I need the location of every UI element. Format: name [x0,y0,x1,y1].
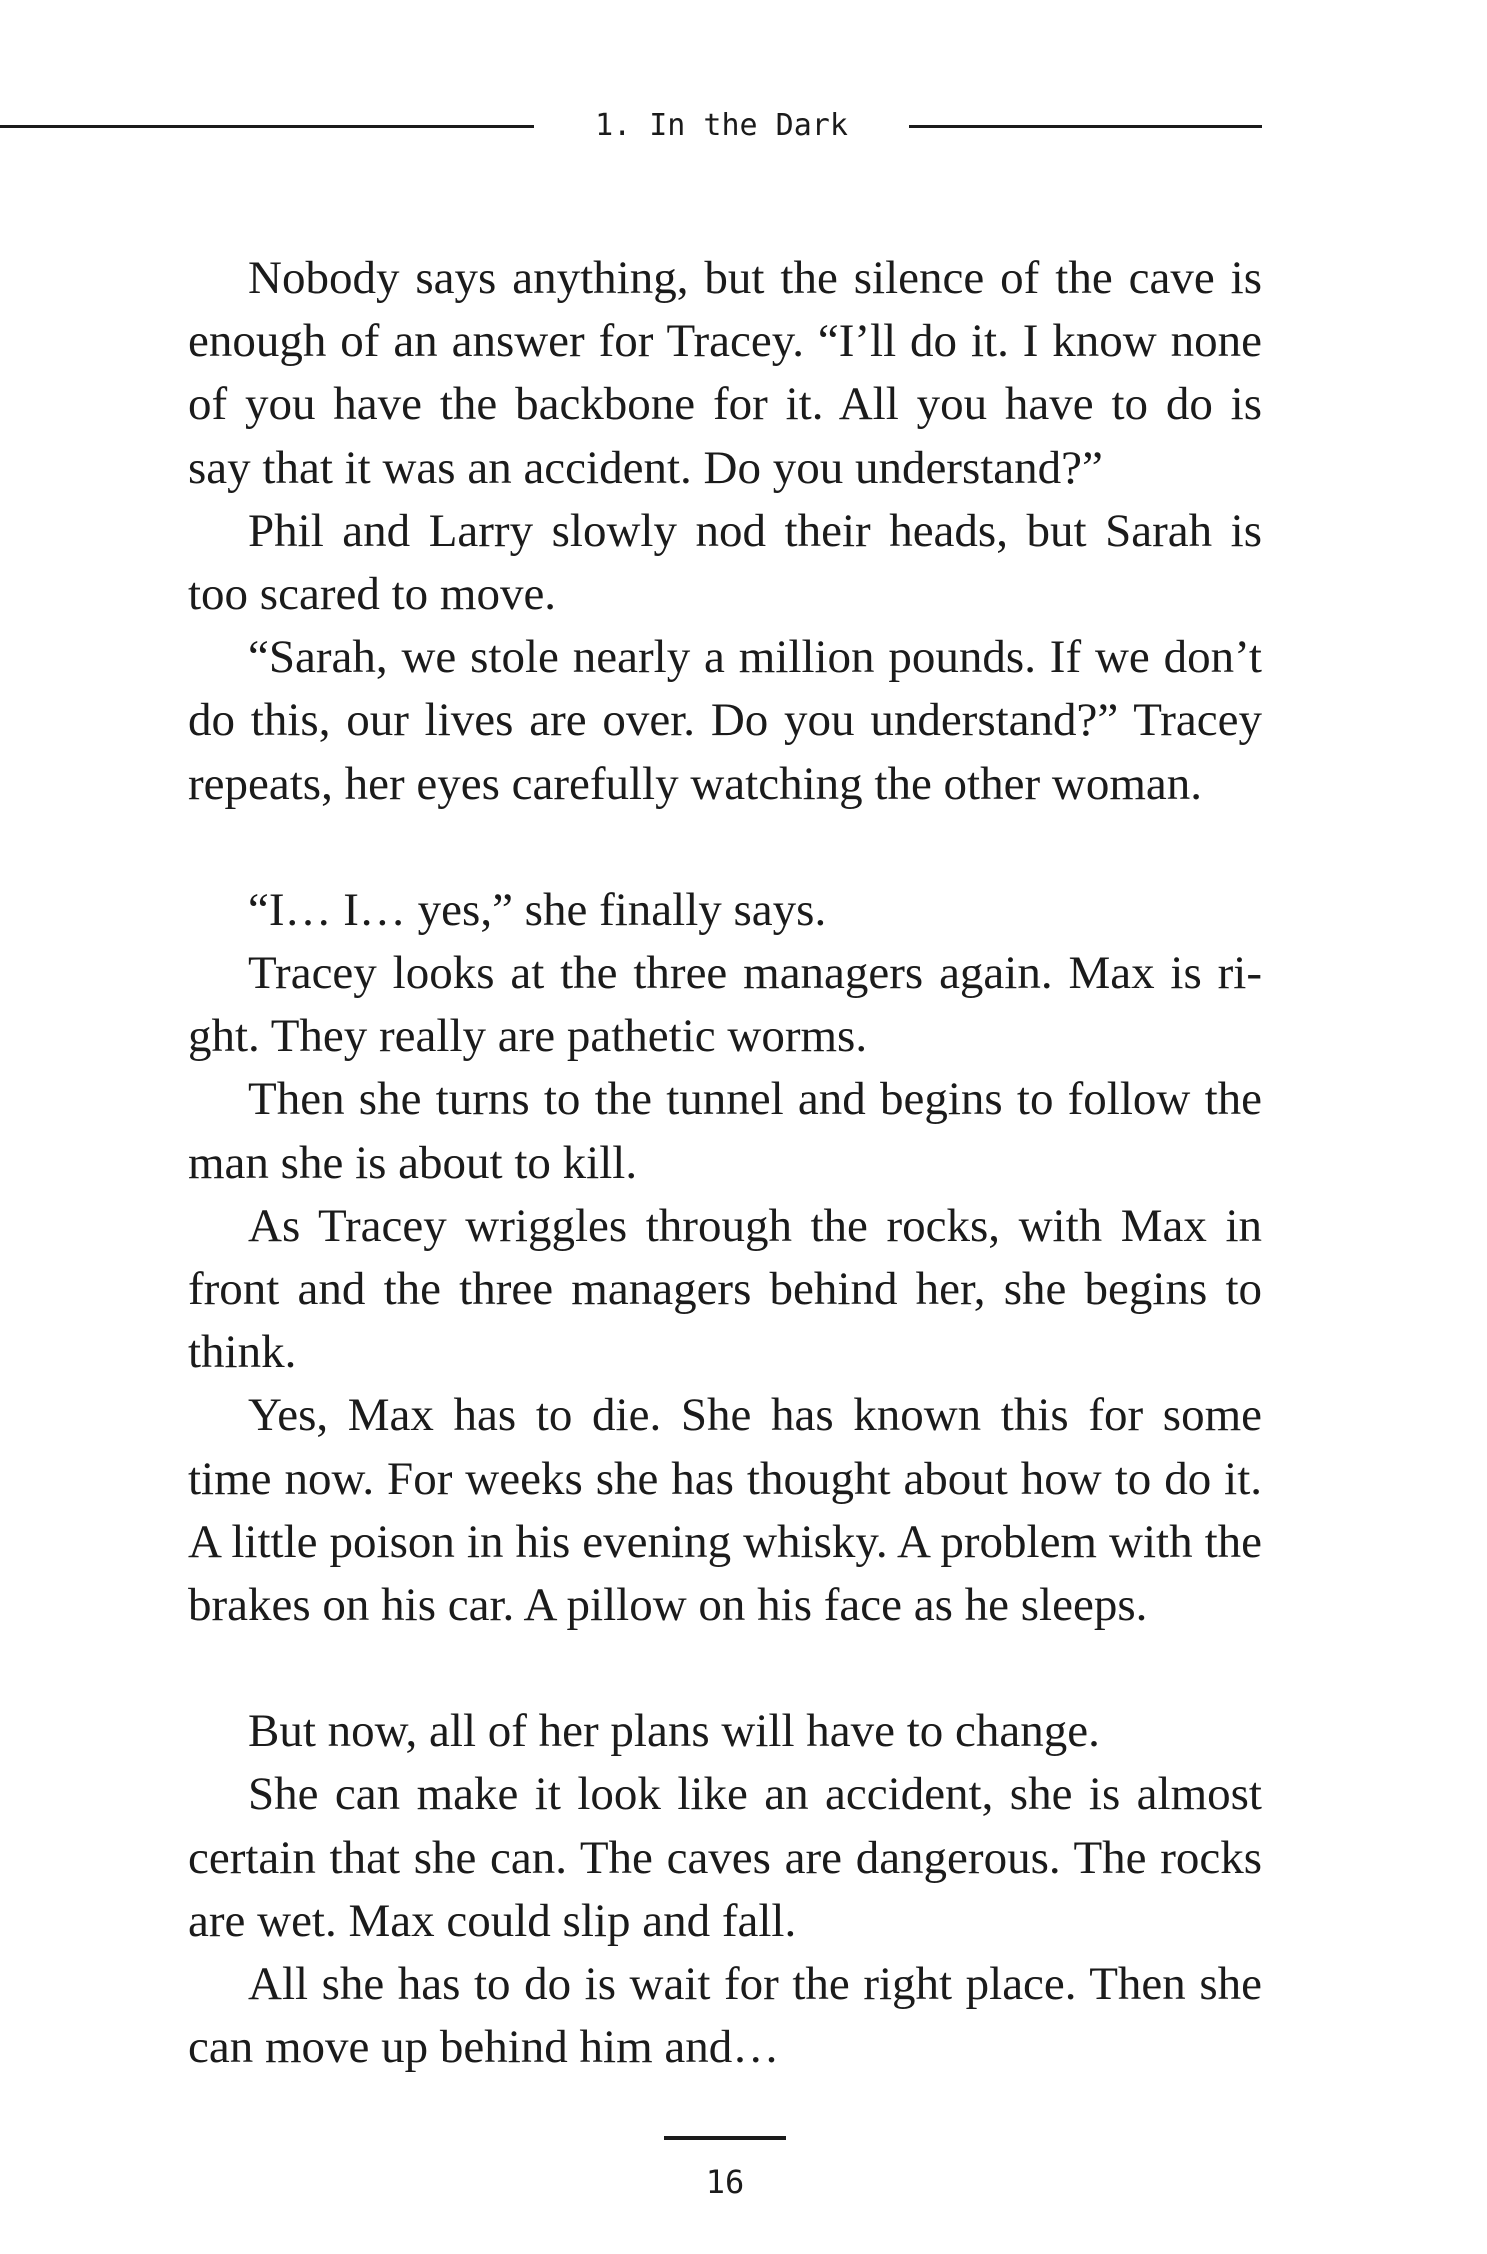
header-rule-right [909,125,1262,128]
body-text [188,247,1262,2079]
paragraph: All she has to do is wait for the right place. Then she can move up behind him and… [188,1958,1262,2074]
paragraph: Phil and Larry slowly nod their heads, but Sarah is too scared to move. [188,504,1262,621]
paragraph: She can make it look like an accident, she is almost certain that she can. The caves are dangerous. The rocks are wet. Max could slip and fall. [188,1768,1262,1947]
paragraph: Tracey looks at the three managers again. Max is right. They really are pathetic worms. [188,947,1262,1063]
paragraph: Then she turns to the tunnel and begins to follow the man she is about to kill. [188,1073,1262,1189]
footer-rule [664,2136,786,2140]
paragraph: Yes, Max has to die. She has known this for some time now. For weeks she has thought about how to do it. A little poison in his evening whisky. A problem with the brakes on his car. A pillow on his face as he sleeps. [188,1389,1262,1632]
chapter-title: 1. In the Dark [595,108,848,143]
page-number: 16 [705,2163,745,2201]
paragraph: But now, all of her plans will have to change. [248,1705,1100,1758]
running-header [0,98,1487,158]
paragraph: As Tracey wriggles through the rocks, with Max in front and the three managers behind her, she begins to think. [188,1199,1262,1379]
header-rule-left [0,125,534,128]
paragraph: “Sarah, we stole nearly a million pounds. If we don’t do this, our lives are over. Do you understand?” Tracey repeats, her eyes carefully watching the other woman. [188,631,1262,810]
paragraph: Nobody says anything, but the silence of the cave is enough of an answer for Tracey. “I’ll do it. I know none of you have the backbone for it. All you have to do is say that it was an accident. Do you understand?” [188,252,1262,494]
paragraph: “I… I… yes,” she finally says. [248,883,827,936]
